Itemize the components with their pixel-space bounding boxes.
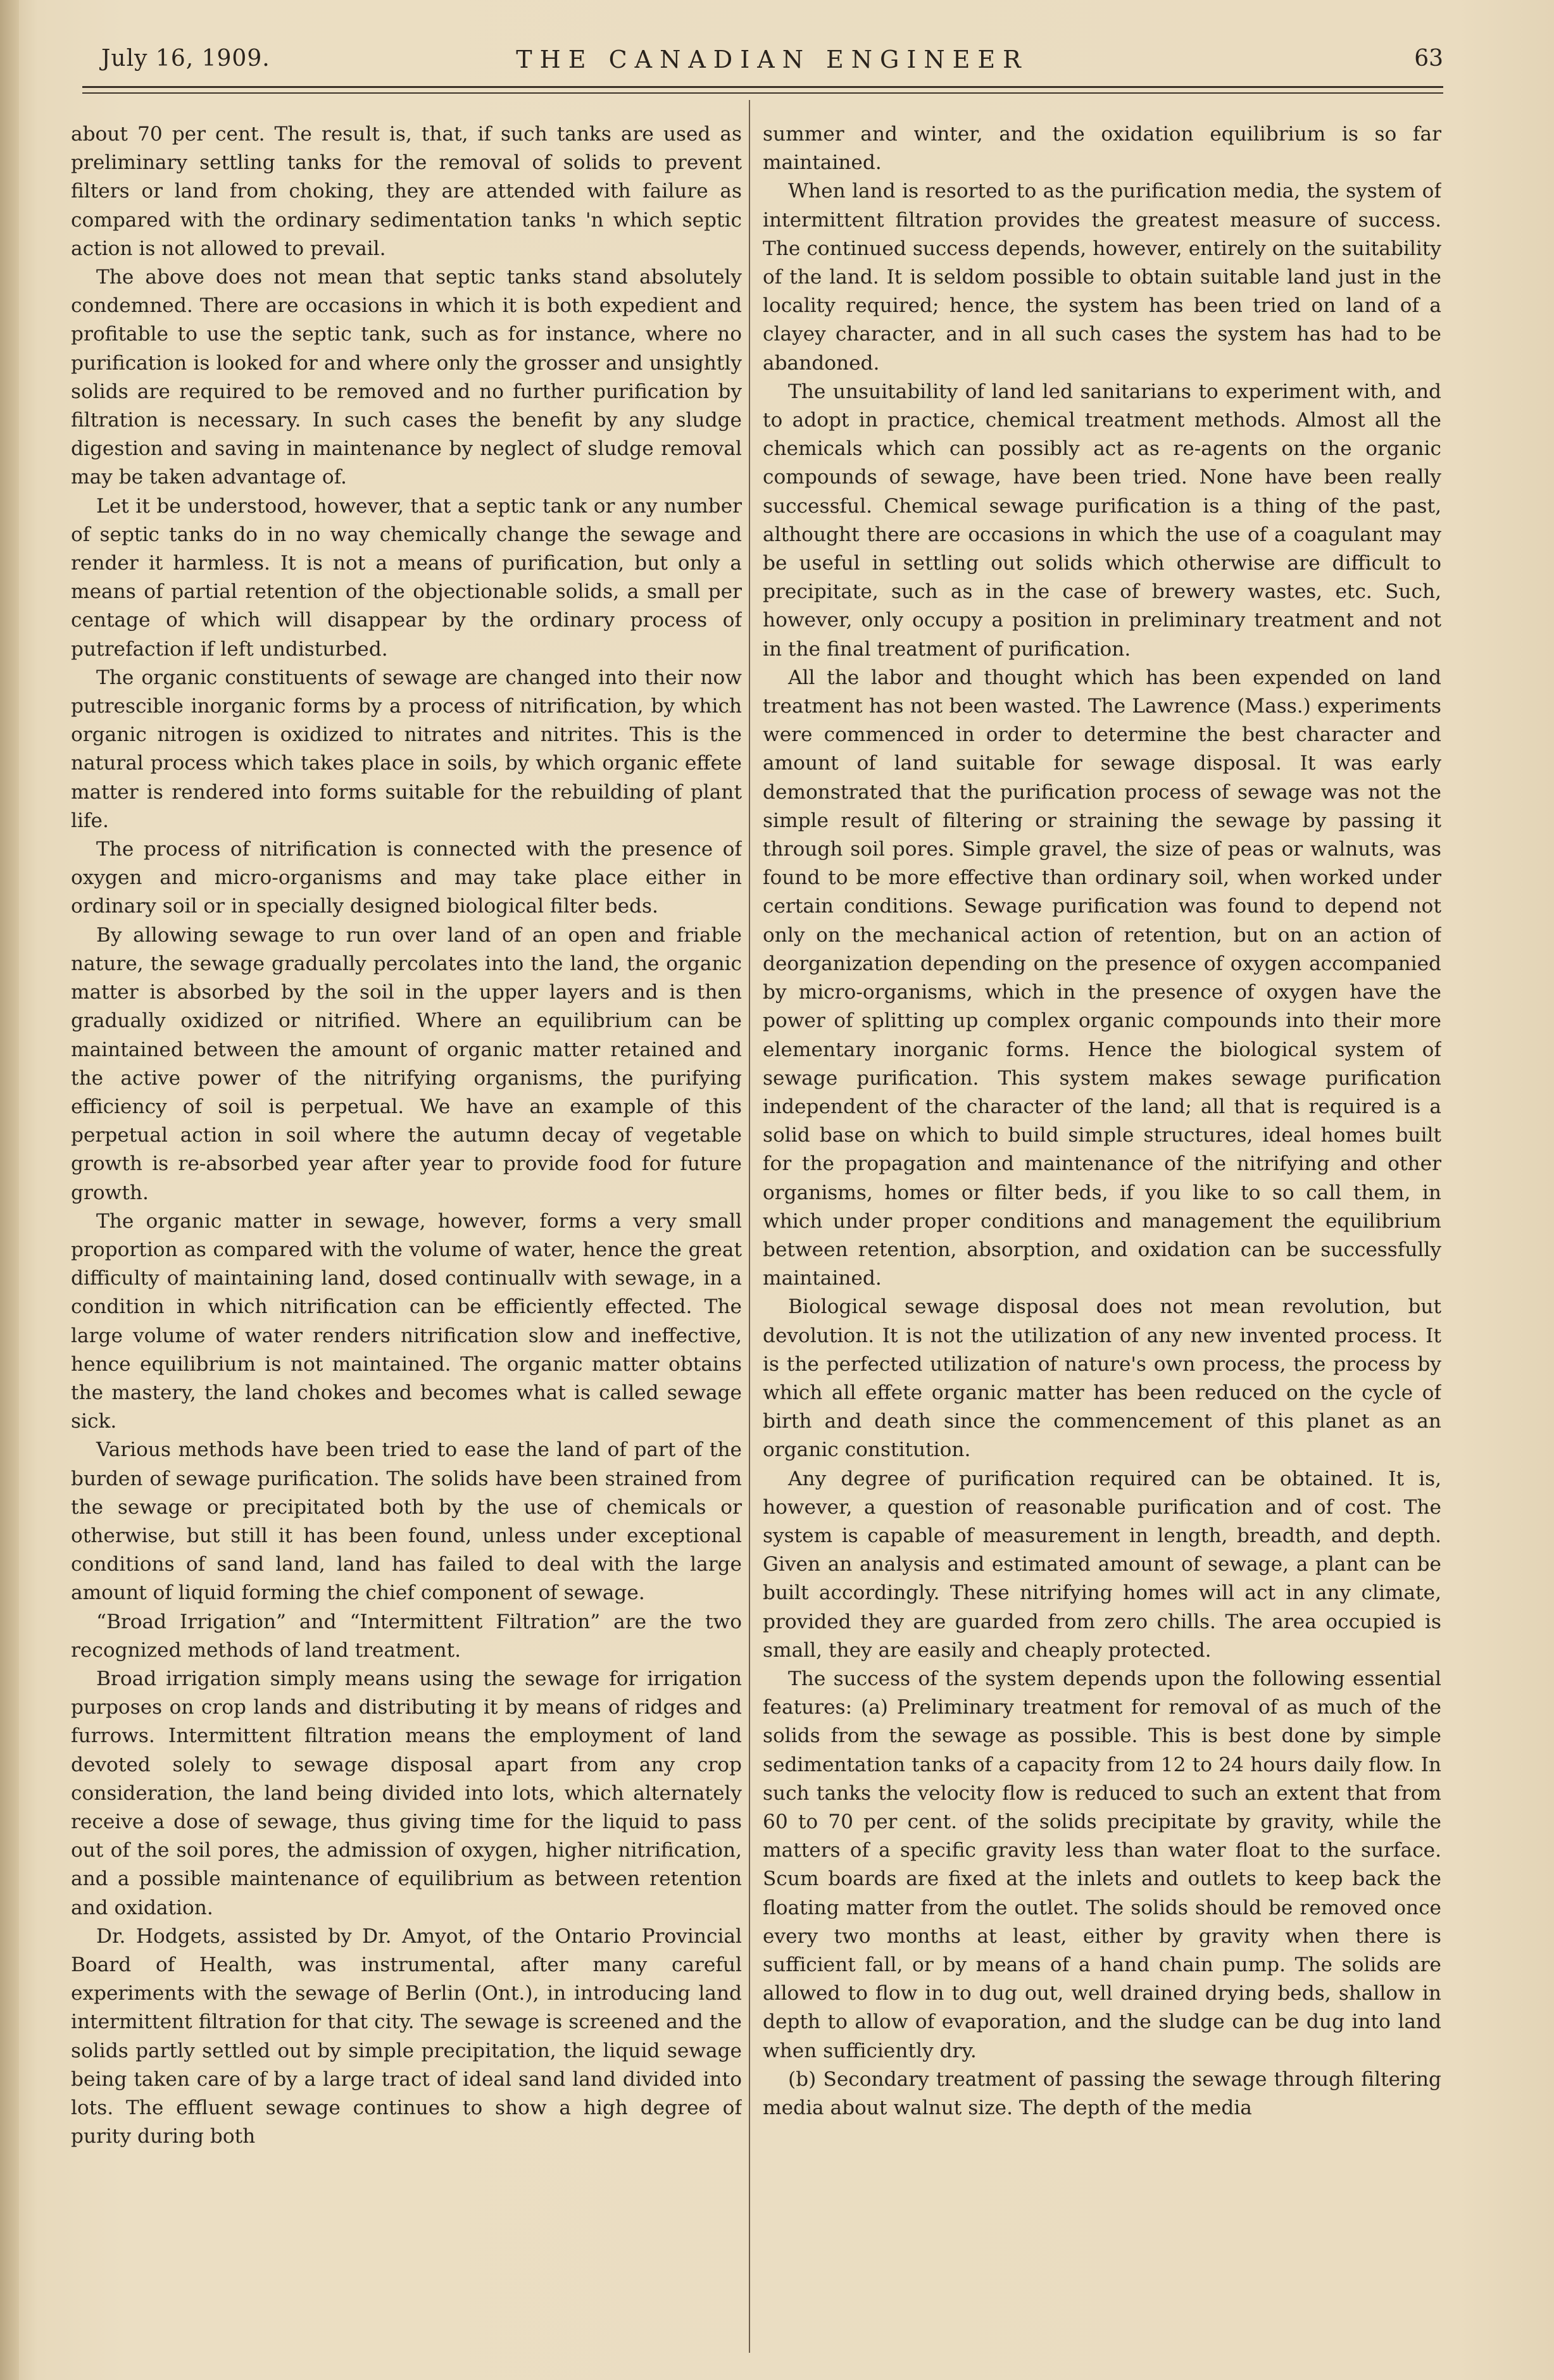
paragraph: summer and winter, and the oxidation equilibrium is so far maintained. (763, 123, 1441, 175)
paragraph: “Broad Irrigation” and “Intermittent Filtration” are the two recognized methods of land treatment. (71, 1610, 742, 1662)
paragraph: Any degree of purification required can be obtained. It is, however, a question of reasonable purification and of cost. The system is capable of measurement in length, breadth, and depth. Given an analysis and estimated amount of sewage, a plant can be built accordingly. These nitrifying homes will act in any climate, provided they are guarded from zero chills. The area occupied is small, they are easily and cheaply protected. (763, 1467, 1441, 1662)
column-divider (749, 100, 750, 2353)
paragraph: Biological sewage disposal does not mean revolution, but devolution. It is not the utilization of any new invented process. It is the perfected utilization of nature's own process, the process by which all effete organic matter has been reduced on the cycle of birth and death since the commencement of this planet as an organic constitution. (763, 1295, 1441, 1462)
page-binding-edge (0, 0, 19, 2380)
page-header (101, 46, 1443, 84)
header-title: THE CANADIAN ENGINEER (516, 46, 1029, 73)
paragraph: When land is resorted to as the purification media, the system of intermittent filtration provides the greatest measure of success. The continued success depends, however, entirely on the suitability of the land. It is seldom possible to obtain suitable land just in the locality required; hence, the system has been tried on land of a clayey character, and in all such cases the system has had to be abandoned. (763, 180, 1441, 375)
paragraph: The unsuitability of land led sanitarians to experiment with, and to adopt in practice, chemical treatment methods. Almost all the chemicals which can possibly act as re-agents on the organic compounds of sewage, have been tried. None have been really successful. Chemical sewage purification is a thing of the past, althought there are occasions in which the use of a coagulant may be useful in settling out solids which otherwise are difficult to precipitate, such as in the case of brewery wastes, etc. Such, however, only occupy a position in preliminary treatment and not in the final treatment of purification. (763, 380, 1441, 661)
paragraph: about 70 per cent. The result is, that, if such tanks are used as preliminary settling tanks for the removal of solids to prevent filters or land from choking, they are attended with failure as compared with the ordinary sedimentation tanks 'n which septic action is not allowed to prevail. (71, 123, 742, 260)
header-rule-top (82, 86, 1443, 88)
paragraph: The organic constituents of sewage are changed into their now putrescible inorganic forms by a process of nitrification, by which organic nitrogen is oxidized to nitrates and nitrites. This is the natural process which takes place in soils, by which organic effete matter is rendered into forms suitable for the rebuilding of plant life. (71, 666, 742, 832)
paragraph: All the labor and thought which has been expended on land treatment has not been wasted. The Lawrence (Mass.) experiments were commenced in order to determine the best character and amount of land suitable for sewage disposal. It was early demonstrated that the purification process of sewage was not the simple result of filtering or straining the sewage by passing it through soil pores. Simple gravel, the size of peas or walnuts, was found to be more effective than ordinary soil, when worked under certain conditions. Sewage purification was found to depend not only on the mechanical action of retention, but on an action of deorganization depending on the presence of oxygen accompanied by micro-organisms, which in the presence of oxygen have the power of splitting up complex organic compounds into their more elementary inorganic forms. Hence the biological system of sewage purification. This system makes sewage purification independent of the character of the land; all that is required is a solid base on which to build simple structures, ideal homes built for the propagation and maintenance of the nitrifying and other organisms, homes or filter beds, if you like to so call them, in which under proper conditions and management the equilibrium between retention, absorption, and oxidation can be successfully maintained. (763, 666, 1441, 1290)
left-column (71, 120, 742, 2335)
paragraph: The success of the system depends upon the following essential features: (a) Preliminary treatment for removal of as much of the solids from the sewage as possible. This is best done by simple sedimentation tanks of a capacity from 12 to 24 hours daily flow. In such tanks the velocity flow is reduced to such an extent that from 60 to 70 per cent. of the solids precipitate by gravity, while the matters of a specific gravity less than water float to the surface. Scum boards are fixed at the inlets and outlets to keep back the floating matter from the outlet. The solids should be removed once every two months at least, either by gravity when there is sufficient fall, or by means of a hand chain pump. The solids are allowed to flow in to dug out, well drained drying beds, shallow in depth to allow of evaporation, and the sludge can be dug into land when sufficiently dry. (763, 1667, 1441, 2062)
header-date: July 16, 1909. (101, 46, 270, 72)
paragraph: By allowing sewage to run over land of an open and friable nature, the sewage gradually percolates into the land, the organic matter is absorbed by the soil in the upper layers and is then gradually oxidized or nitrified. Where an equilibrium can be maintained between the amount of organic matter retained and the active power of the nitrifying organisms, the purifying efficiency of soil is perpetual. We have an example of this perpetual action in soil where the autumn decay of vegetable growth is re-absorbed year after year to provide food for future growth. (71, 923, 742, 1204)
header-rule-bottom (82, 92, 1443, 94)
paragraph: Let it be understood, however, that a septic tank or any number of septic tanks do in no way chemically change the sewage and render it harmless. It is not a means of purification, but only a means of partial retention of the objectionable solids, a small per centage of which will disappear by the ordinary process of putrefaction if left undisturbed. (71, 494, 742, 661)
paragraph: The above does not mean that septic tanks stand absolutely condemned. There are occasions in which it is both expedient and profitable to use the septic tank, such as for instance, where no purification is looked for and where only the grosser and unsightly solids are required to be removed and no further purification by filtration is necessary. In such cases the benefit by any sludge digestion and saving in maintenance by neglect of sludge removal may be taken advantage of. (71, 266, 742, 489)
paragraph: Broad irrigation simply means using the sewage for irrigation purposes on crop lands and distributing it by means of ridges and furrows. Intermittent filtration means the employment of land devoted solely to sewage disposal apart from any crop consideration, the land being divided into lots, which alternately receive a dose of sewage, thus giving time for the liquid to pass out of the soil pores, the admission of oxygen, higher nitrification, and a possible maintenance of equilibrium as between retention and oxidation. (71, 1667, 742, 1919)
paragraph: (b) Secondary treatment of passing the sewage through filtering media about walnut size. The depth of the media (763, 2067, 1441, 2120)
right-column (763, 120, 1441, 2335)
paragraph: The process of nitrification is connected with the presence of oxygen and micro-organisms and may take place either in ordinary soil or in specially designed biological filter beds. (71, 838, 742, 918)
paragraph: Various methods have been tried to ease the land of part of the burden of sewage purification. The solids have been strained from the sewage or precipitated both by the use of chemicals or otherwise, but still it has been found, unless under exceptional conditions of sand land, land has failed to deal with the large amount of liquid forming the chief component of sewage. (71, 1438, 742, 1605)
paragraph: The organic matter in sewage, however, forms a very small proportion as compared with the volume of water, hence the great difficulty of maintaining land, dosed continuallv with sewage, in a condition in which nitrification can be efficiently effected. The large volume of water renders nitrification slow and ineffective, hence equilibrium is not maintained. The organic matter obtains the mastery, the land chokes and becomes what is called sewage sick. (71, 1209, 742, 1433)
paragraph: Dr. Hodgets, assisted by Dr. Amyot, of the Ontario Provincial Board of Health, was instrumental, after many careful experiments with the sewage of Berlin (Ont.), in introducing land intermittent filtration for that city. The sewage is screened and the solids partly settled out by simple precipitation, the liquid sewage being taken care of by a large tract of ideal sand land divided into lots. The effluent sewage continues to show a high degree of purity during both (71, 1924, 742, 2148)
header-page-number: 63 (1414, 46, 1443, 72)
